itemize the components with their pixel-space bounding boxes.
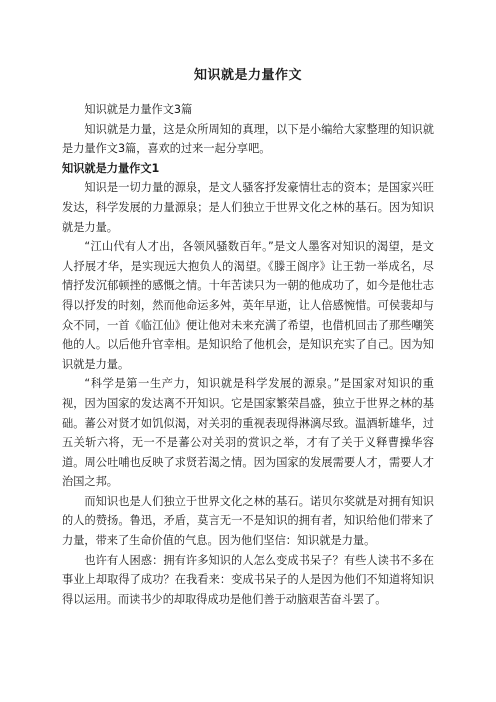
- body-paragraph: 知识是一切力量的源泉，是文人骚客抒发豪情壮志的资本；是国家兴旺发达，科学发展的力量源泉；是人们独立于世界文化之林的基石。因为知识就是力量。: [62, 181, 434, 234]
- subtitle-line: 知识就是力量作文3篇: [84, 103, 193, 116]
- intro-paragraph: 知识就是力量，这是众所周知的真理，以下是小编给大家整理的知识就是力量作文3篇，喜欢的过来一起分享吧。: [62, 122, 434, 156]
- document-title: 知识就是力量作文: [193, 68, 302, 83]
- body-paragraph: “科学是第一生产力，知识就是科学发展的源泉。”是国家对知识的重视，因为国家的发达离不开知识。它是国家繁荣昌盛，独立于世界之林的基础。蕃公对贤才如饥似渴，对关羽的重视表现得淋漓尽致。温酒斩雄华，过五关斩六将，无一不是蕃公对关羽的赏识之举，才有了关于义释曹操华容道。周公吐哺也反映了求贤若渴之情。因为国家的发展需要人才，需要人才治国之邦。: [62, 377, 434, 489]
- body-paragraph: 而知识也是人们独立于世界文化之林的基石。诺贝尔奖就是对拥有知识的人的赞扬。鲁迅，矛盾，莫言无一不是知识的拥有者，知识给他们带来了力量，带来了生命价值的气息。因为他们坚信：知识就是力量。: [62, 494, 434, 548]
- body-paragraph: 也许有人困惑：拥有许多知识的人怎么变成书呆子？有些人读书不多在事业上却取得了成功？在我看来：变成书呆子的人是因为他们不知道将知识得以运用。而读书少的却取得成功是他们善于动脑艰苦奋斗罢了。: [62, 553, 434, 606]
- body-paragraph: “江山代有人才出，各领风骚数百年。”是文人墨客对知识的渴望，是文人抒展才华，是实现远大抱负人的渴望。《滕王阁序》让王勃一举成名，尽情抒发沉郁顿挫的感慨之情。十年苦读只为一朝的他成功了，如今是他壮志得以抒发的时刻，然而他命运多舛，英年早逝，让人倍感惋惜。可侯裴却与众不同，一首《临江仙》便让他对未来充满了希望，也借机回击了那些嘲笑他的人。以后他升官幸相。是知识给了他机会，是知识充实了自己。因为知识就是力量。: [62, 240, 434, 371]
- section-heading: 知识就是力量作文1: [62, 161, 160, 175]
